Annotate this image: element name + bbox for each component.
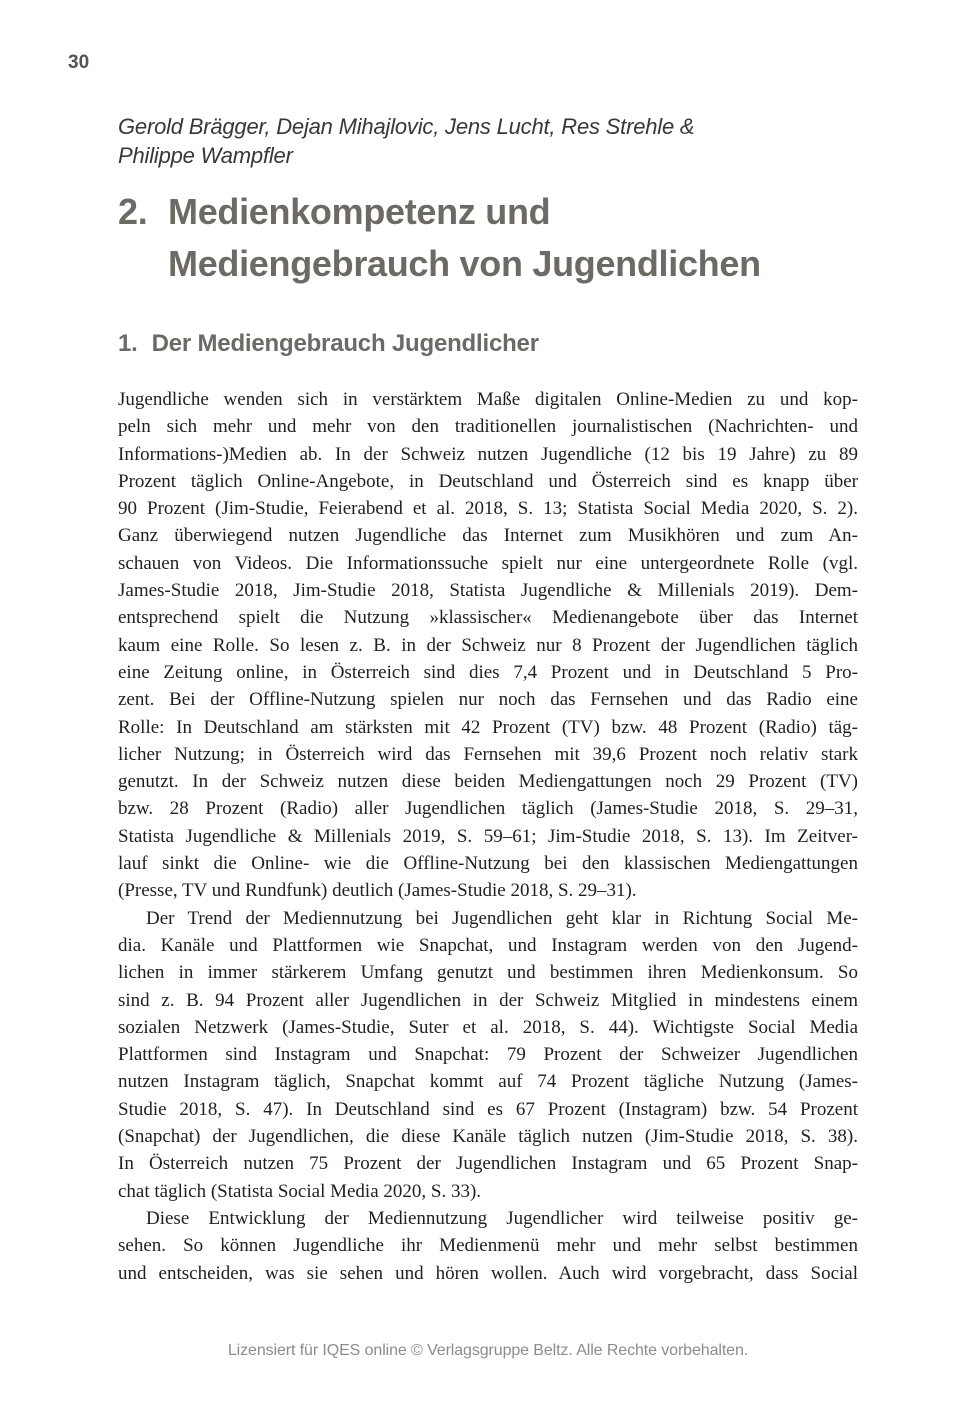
body-line: (Presse, TV und Rundfunk) deutlich (James-Studie 2018, S. 29–31). xyxy=(118,880,637,902)
body-line: Studie 2018, S. 47). In Deutschland sind es 67 Prozent (Instagram) bzw. 54 Prozent xyxy=(118,1098,858,1120)
chapter-heading xyxy=(118,186,761,290)
section-number: 1. xyxy=(118,330,138,357)
body-line: lauf sinkt die Online- wie die Offline-Nutzung bei den klassischen Mediengattungen xyxy=(118,853,858,875)
body-line: Plattformen sind Instagram und Snapchat: 79 Prozent der Schweizer Jugendlichen xyxy=(118,1044,858,1066)
body-line: eine Zeitung online, in Österreich sind dies 7,4 Prozent und in Deutschland 5 Pro- xyxy=(118,661,858,683)
page-number: 30 xyxy=(68,52,90,73)
body-line: (Snapchat) der Jugendlichen, die diese Kanäle täglich nutzen (Jim-Studie 2018, S. 38). xyxy=(118,1126,858,1148)
body-line: lichen in immer stärkerem Umfang genutzt und bestimmen ihren Medienkonsum. So xyxy=(118,962,858,984)
body-line: nutzen Instagram täglich, Snapchat kommt auf 74 Prozent tägliche Nutzung (James- xyxy=(118,1071,858,1093)
body-line: sehen. So können Jugendliche ihr Medienmenü mehr und mehr selbst bestimmen xyxy=(118,1235,858,1257)
chapter-title xyxy=(168,186,761,290)
authors-line-2: Philippe Wampfler xyxy=(118,143,293,168)
license-footer: Lizensiert für IQES online © Verlagsgruppe Beltz. Alle Rechte vorbehalten. xyxy=(227,1342,749,1359)
body-line: James-Studie 2018, Jim-Studie 2018, Statista Jugendliche & Millenials 2019). Dem- xyxy=(118,580,858,602)
body-line: dia. Kanäle und Plattformen wie Snapchat, und Instagram werden von den Jugend- xyxy=(118,934,858,956)
authors-line-1: Gerold Brägger, Dejan Mihajlovic, Jens Lucht, Res Strehle & xyxy=(118,114,695,139)
body-line: peln sich mehr und mehr von den traditionellen journalistischen (Nachrichten- und xyxy=(118,416,858,438)
body-line: Ganz überwiegend nutzen Jugendliche das Internet zum Musikhören und zum An- xyxy=(118,525,858,547)
body-line: entsprechend spielt die Nutzung »klassischer« Medienangebote über das Internet xyxy=(118,607,858,629)
body-line: Jugendliche wenden sich in verstärktem Maße digitalen Online-Medien zu und kop- xyxy=(118,389,858,410)
authors-block xyxy=(118,112,694,170)
chapter-title-line-2: Mediengebrauch von Jugendlichen xyxy=(168,243,761,284)
body-text xyxy=(118,386,858,1287)
body-line: bzw. 28 Prozent (Radio) aller Jugendlichen täglich (James-Studie 2018, S. 29–31, xyxy=(118,798,858,820)
body-line: schauen von Videos. Die Informationssuche spielt nur eine untergeordnete Rolle (vgl. xyxy=(118,552,858,574)
body-line: Prozent täglich Online-Angebote, in Deutschland und Österreich sind es knapp über xyxy=(118,470,858,492)
body-line: In Österreich nutzen 75 Prozent der Jugendlichen Instagram und 65 Prozent Snap- xyxy=(118,1153,858,1175)
body-line: chat täglich (Statista Social Media 2020, S. 33). xyxy=(118,1180,482,1202)
body-line: zent. Bei der Offline-Nutzung spielen nur noch das Fernsehen und das Radio eine xyxy=(118,689,858,711)
body-line: und entscheiden, was sie sehen und hören wollen. Auch wird vorgebracht, dass Social xyxy=(118,1262,858,1284)
body-line: licher Nutzung; in Österreich wird das Fernsehen mit 39,6 Prozent noch relativ stark xyxy=(118,743,858,765)
section-title: Der Mediengebrauch Jugendlicher xyxy=(151,330,539,357)
body-line: genutzt. In der Schweiz nutzen diese beiden Mediengattungen noch 29 Prozent (TV) xyxy=(118,771,858,793)
body-line: Statista Jugendliche & Millenials 2019, S. 59–61; Jim-Studie 2018, S. 13). Im Zeitver- xyxy=(118,825,858,847)
section-heading xyxy=(118,329,539,359)
body-line: Rolle: In Deutschland am stärksten mit 42 Prozent (TV) bzw. 48 Prozent (Radio) täg- xyxy=(118,716,858,738)
body-line: sind z. B. 94 Prozent aller Jugendlichen in der Schweiz Mitglied in mindestens einem xyxy=(118,989,858,1011)
body-line: Informations-)Medien ab. In der Schweiz nutzen Jugendliche (12 bis 19 Jahre) zu 89 xyxy=(118,443,858,465)
body-line: 90 Prozent (Jim-Studie, Feierabend et al. 2018, S. 13; Statista Social Media 2020, S. 2). xyxy=(118,498,858,520)
body-line: Diese Entwicklung der Mediennutzung Jugendlicher wird teilweise positiv ge- xyxy=(146,1207,858,1229)
chapter-title-line-1: Medienkompetenz und xyxy=(168,191,551,232)
body-line: kaum eine Rolle. So lesen z. B. in der Schweiz nur 8 Prozent der Jugendlichen täglich xyxy=(118,634,858,656)
body-line: sozialen Netzwerk (James-Studie, Suter et al. 2018, S. 44). Wichtigste Social Media xyxy=(118,1016,858,1038)
body-line: Der Trend der Mediennutzung bei Jugendlichen geht klar in Richtung Social Me- xyxy=(146,907,858,929)
chapter-number: 2. xyxy=(118,191,148,232)
